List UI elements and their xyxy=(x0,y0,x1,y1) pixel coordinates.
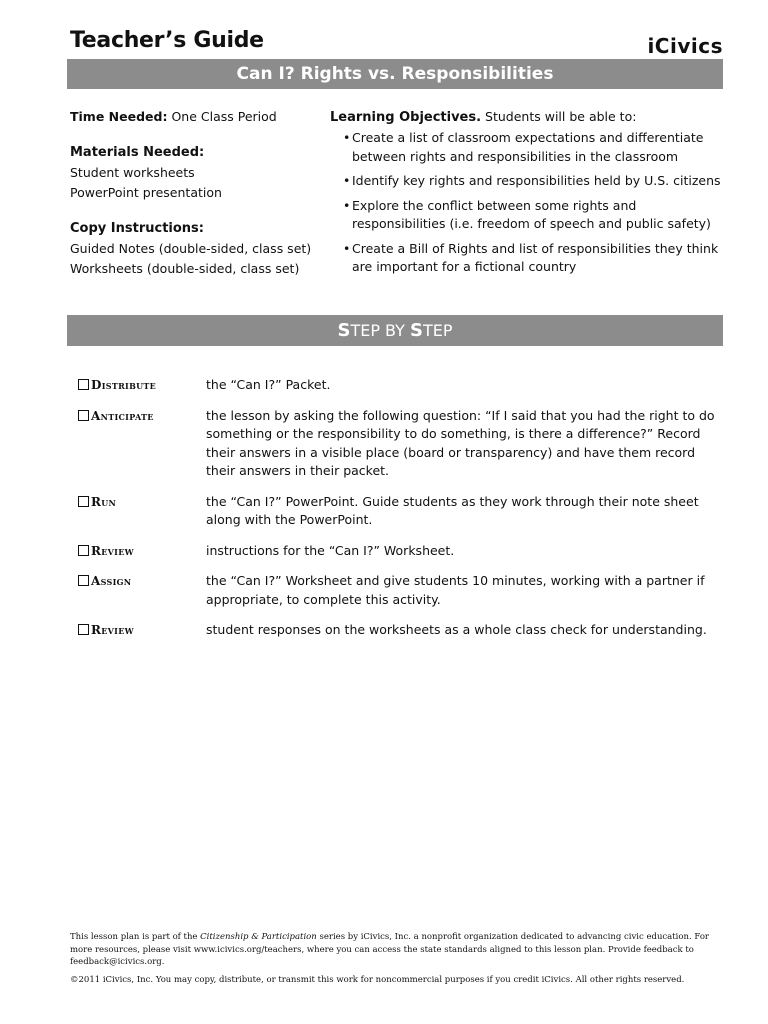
objectives-heading: Learning Objectives. xyxy=(330,110,482,125)
step-by-step-banner: STEP BY STEP xyxy=(67,315,723,346)
checkbox-icon xyxy=(78,575,89,586)
step-verb: Run xyxy=(78,493,203,512)
footer-copyright: ©2011 iCivics, Inc. You may copy, distribute, or transmit this work for noncommercial purposes if you credit iCivics. All other rights reserved. xyxy=(70,974,685,985)
footer xyxy=(70,931,725,986)
step-row xyxy=(78,572,728,609)
materials-item: PowerPoint presentation xyxy=(70,185,222,200)
footer-series-note: This lesson plan is part of the Citizenship & Participation series by iCivics, Inc. a nonprofit organization dedicated to advancing civic education. For more resources, please visit www.icivics.org/teachers, where you can access the state standards aligned to this lesson plan. Provide feedback to feedback@icivics.org. xyxy=(70,932,709,967)
page-header xyxy=(70,28,723,60)
step-verb: Review xyxy=(78,542,203,561)
logistics-column xyxy=(70,107,320,295)
bullet-icon: • xyxy=(343,130,351,145)
step-verb: Distribute xyxy=(78,376,203,395)
step-row xyxy=(78,621,728,640)
objective-item: • Create a Bill of Rights and list of responsibilities they think are important for a fictional country xyxy=(343,240,719,274)
time-needed xyxy=(70,107,320,127)
page-title: Teacher’s Guide xyxy=(70,28,264,53)
step-description: the “Can I?” Worksheet and give students 10 minutes, working with a partner if appropriate, to complete this activity. xyxy=(206,573,705,607)
materials-item: Student worksheets xyxy=(70,165,195,180)
copy-section xyxy=(70,219,320,279)
step-description: the “Can I?” Packet. xyxy=(206,377,331,392)
copy-heading: Copy Instructions: xyxy=(70,221,204,236)
step-verb: Anticipate xyxy=(78,407,203,426)
checkbox-icon xyxy=(78,496,89,507)
steps-list xyxy=(78,376,728,652)
step-description: the lesson by asking the following question: “If I said that you had the right to do something or the responsibility to do something, is there a difference?” Record their answers in a visible place (board or transparency) and have them record their answers in their packet. xyxy=(206,407,715,478)
lesson-title-banner: Can I? Rights vs. Responsibilities xyxy=(67,59,723,89)
checkbox-icon xyxy=(78,624,89,635)
time-needed-value: One Class Period xyxy=(171,109,277,124)
materials-section xyxy=(70,143,320,203)
objectives-list xyxy=(330,129,725,277)
copy-item: Worksheets (double-sided, class set) xyxy=(70,261,300,276)
step-verb: Review xyxy=(78,621,203,640)
objectives-intro: Students will be able to: xyxy=(485,109,637,124)
time-needed-label: Time Needed: xyxy=(70,109,168,124)
bullet-icon: • xyxy=(343,197,351,213)
objective-item: • Create a list of classroom expectations and differentiate between rights and responsibilities in the classroom xyxy=(343,130,704,164)
objectives-header xyxy=(330,107,725,128)
step-description: the “Can I?” PowerPoint. Guide students as they work through their note sheet along with the PowerPoint. xyxy=(206,493,699,527)
step-row xyxy=(78,407,728,481)
step-row xyxy=(78,542,728,561)
checkbox-icon xyxy=(78,379,89,390)
icivics-logo: iCivics xyxy=(647,34,723,58)
objective-item: • Explore the conflict between some rights and responsibilities (i.e. freedom of speech and public safety) xyxy=(343,197,711,231)
copy-item: Guided Notes (double-sided, class set) xyxy=(70,241,312,256)
bullet-icon: • xyxy=(343,240,351,256)
step-description: student responses on the worksheets as a whole class check for understanding. xyxy=(206,622,707,637)
objective-item: • Identify key rights and responsibilities held by U.S. citizens xyxy=(330,172,725,191)
step-row xyxy=(78,493,728,530)
step-row xyxy=(78,376,728,395)
bullet-icon: • xyxy=(343,173,351,188)
objectives-column xyxy=(330,107,725,283)
materials-heading: Materials Needed: xyxy=(70,145,205,160)
step-verb: Assign xyxy=(78,572,203,591)
step-description: instructions for the “Can I?” Worksheet. xyxy=(206,542,455,558)
checkbox-icon xyxy=(78,545,89,556)
checkbox-icon xyxy=(78,410,89,421)
